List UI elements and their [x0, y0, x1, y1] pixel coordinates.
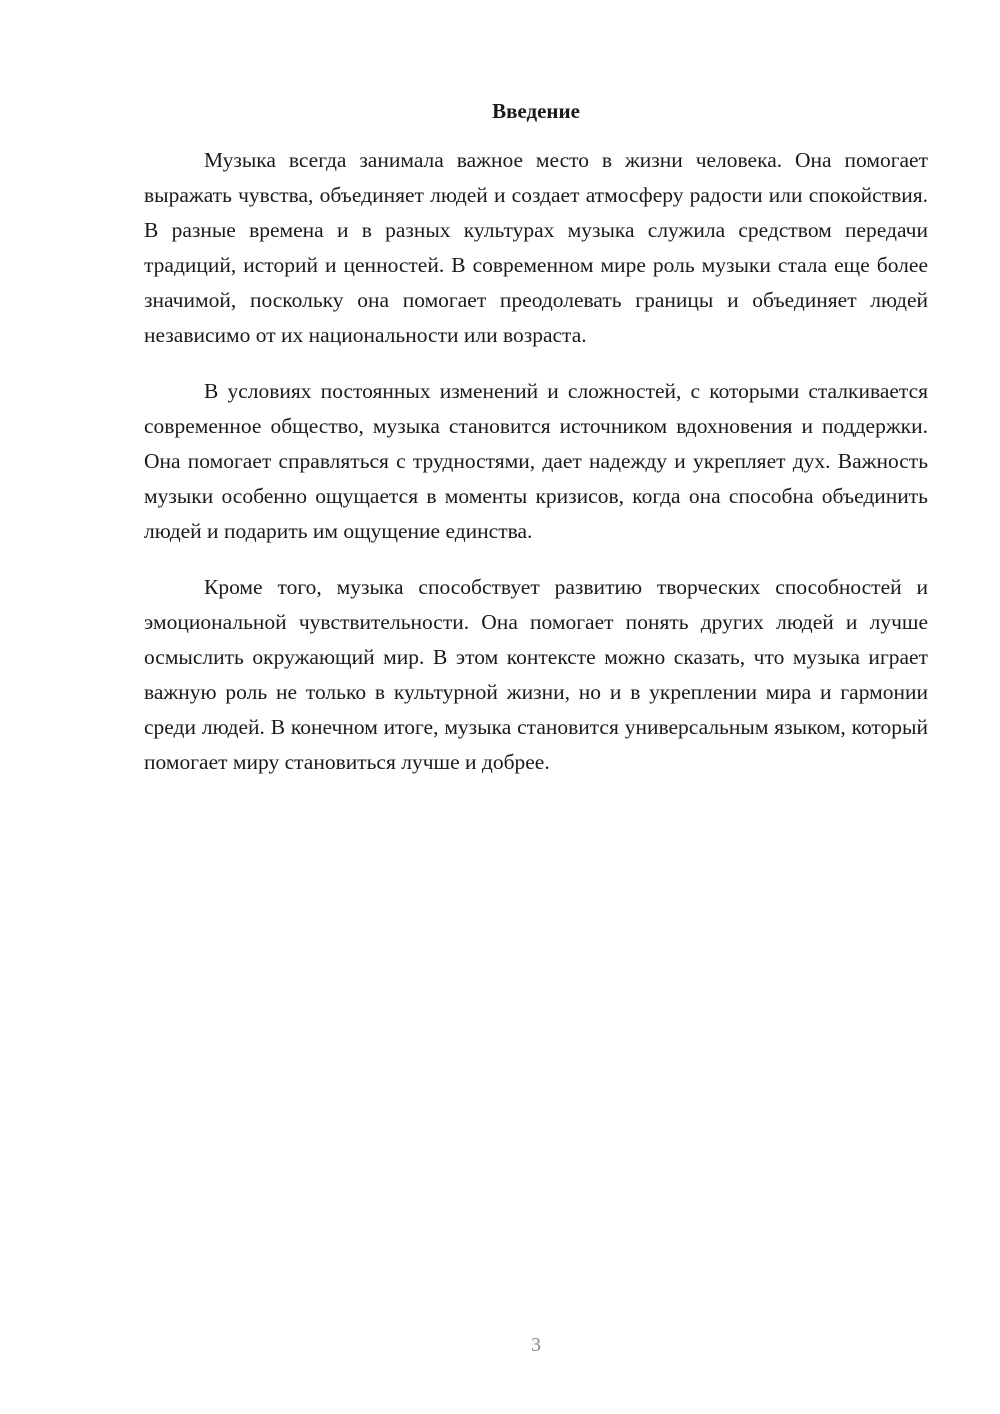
paragraph-1: Музыка всегда занимала важное место в жизни человека. Она помогает выражать чувства, объединяет людей и создает атмосферу радости или спокойствия. В разные времена и в разных культурах музыка служила средством передачи традиций, историй и ценностей. В современном мире роль музыки стала еще более значимой, поскольку она помогает преодолевать границы и объединяет людей независимо от их национальности или возраста.: [144, 148, 928, 347]
section-heading: Введение: [492, 99, 580, 123]
page-number: 3: [531, 1334, 541, 1356]
paragraph-2: В условиях постоянных изменений и сложностей, с которыми сталкивается современное общество, музыка становится источником вдохновения и поддержки. Она помогает справляться с трудностями, дает надежду и укрепляет дух. Важность музыки особенно ощущается в моменты кризисов, когда она способна объединить людей и подарить им ощущение единства.: [144, 379, 928, 543]
paragraph-3: Кроме того, музыка способствует развитию творческих способностей и эмоциональной чувствительности. Она помогает понять других людей и лучше осмыслить окружающий мир. В этом контексте можно сказать, что музыка играет важную роль не только в культурной жизни, но и в укреплении мира и гармонии среди людей. В конечном итоге, музыка становится универсальным языком, который помогает миру становиться лучше и добрее.: [144, 575, 928, 774]
body-text: [144, 143, 928, 801]
